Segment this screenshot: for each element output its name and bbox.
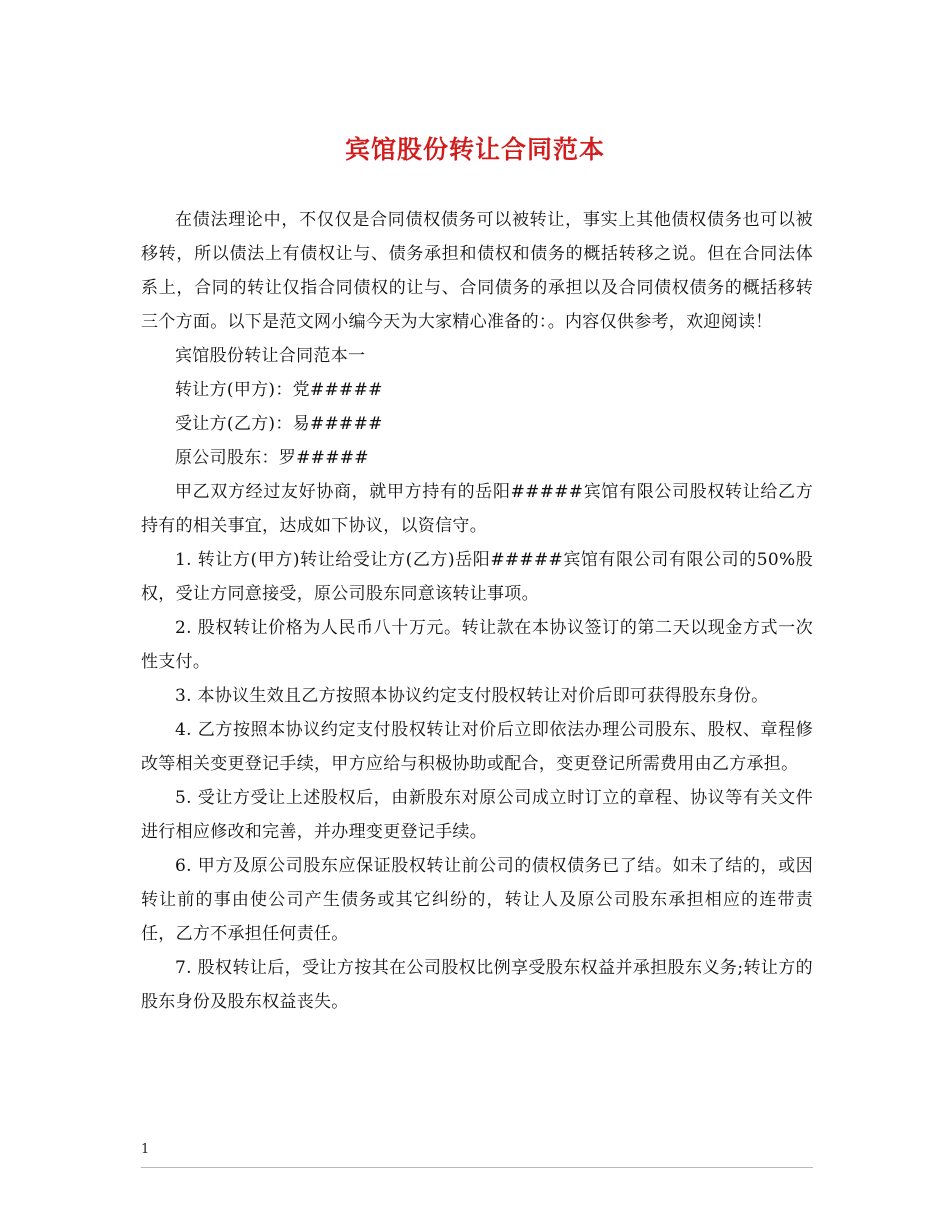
- paragraph-subtitle: 宾馆股份转让合同范本一: [175, 346, 366, 366]
- paragraph-clause-1: 1. 转让方(甲方)转让给受让方(乙方)岳阳#####宾馆有限公司有限公司的50%股权，受让方同意接受，原公司股东同意该转让事项。: [141, 550, 813, 604]
- paragraph-clause-4: 4. 乙方按照本协议约定支付股权转让对价后立即依法办理公司股东、股权、章程修改等相关变更登记手续，甲方应给与积极协助或配合，变更登记所需费用由乙方承担。: [141, 720, 813, 774]
- paragraph-clause-5: 5. 受让方受让上述股权后，由新股东对原公司成立时订立的章程、协议等有关文件进行相应修改和完善，并办理变更登记手续。: [141, 788, 813, 842]
- document-body: [141, 203, 813, 1019]
- paragraph-clause-7: 7. 股权转让后，受让方按其在公司股权比例享受股东权益并承担股东义务;转让方的股东身份及股东权益丧失。: [141, 958, 813, 1012]
- paragraph-clause-3: 3. 本协议生效且乙方按照本协议约定支付股权转让对价后即可获得股东身份。: [175, 686, 769, 706]
- paragraph-transferee: 受让方(乙方)：易#####: [175, 414, 383, 434]
- paragraph-clause-2: 2. 股权转让价格为人民币八十万元。转让款在本协议签订的第二天以现金方式一次性支付。: [141, 618, 813, 672]
- page-number: 1: [141, 1142, 150, 1157]
- paragraph-preamble: 甲乙双方经过友好协商，就甲方持有的岳阳#####宾馆有限公司股权转让给乙方持有的相关事宜，达成如下协议，以资信守。: [141, 482, 813, 536]
- paragraph-clause-6: 6. 甲方及原公司股东应保证股权转让前公司的债权债务已了结。如未了结的，或因转让前的事由使公司产生债务或其它纠纷的，转让人及原公司股东承担相应的连带责任，乙方不承担任何责任。: [141, 856, 813, 944]
- document-title: 宾馆股份转让合同范本: [344, 135, 605, 164]
- paragraph-transferor: 转让方(甲方)：党#####: [175, 380, 383, 400]
- footer-divider: [141, 1167, 813, 1168]
- paragraph-original-shareholder: 原公司股东：罗#####: [175, 448, 369, 468]
- paragraph-intro: 在债法理论中，不仅仅是合同债权债务可以被转让，事实上其他债权债务也可以被移转，所以债法上有债权让与、债务承担和债权和债务的概括转移之说。但在合同法体系上，合同的转让仅指合同债权的让与、合同债务的承担以及合同债权债务的概括移转三个方面。以下是范文网小编今天为大家精心准备的：。内容仅供参考，欢迎阅读！: [141, 210, 813, 332]
